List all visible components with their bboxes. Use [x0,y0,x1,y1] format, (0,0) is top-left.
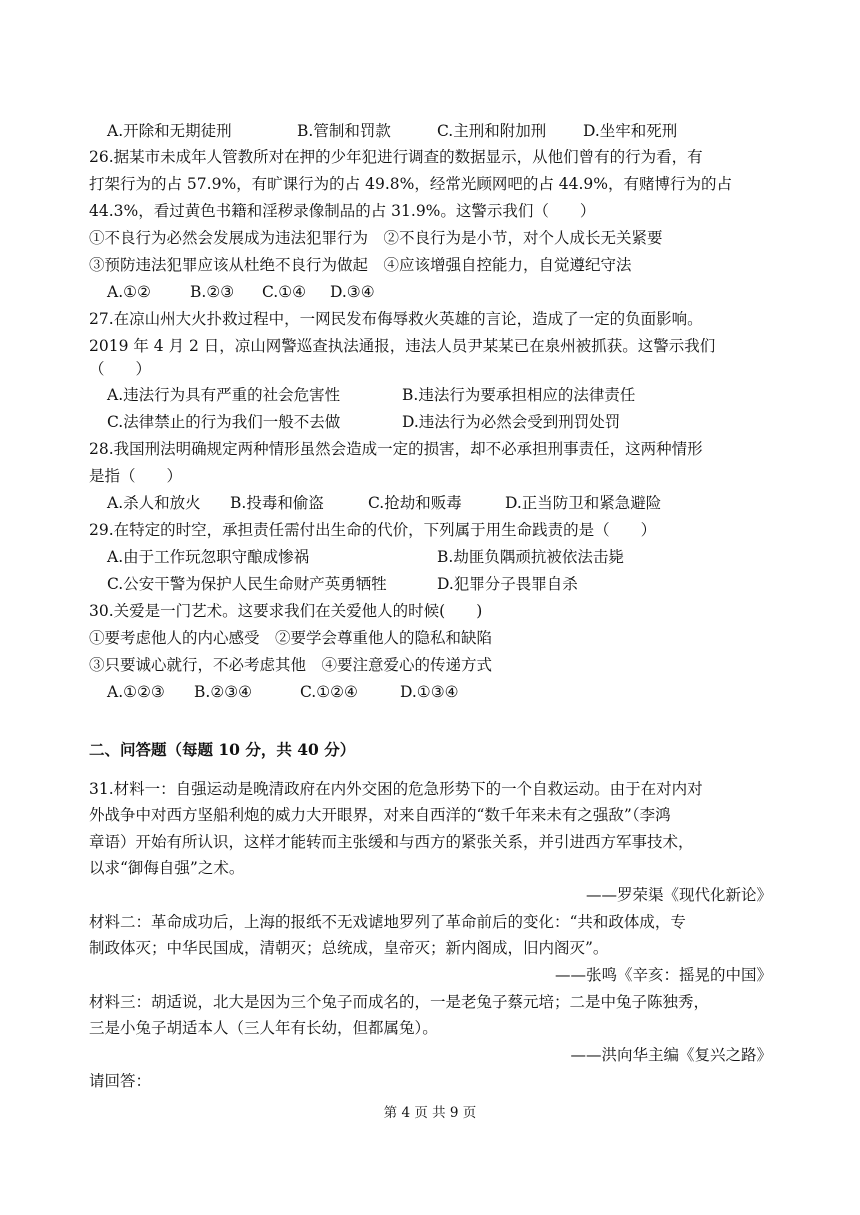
q27-option-b: B.违法行为要承担相应的法律责任 [402,386,636,404]
q29-option-b: B.劫匪负隅顽抗被依法击毙 [437,548,624,566]
q31-material-line: 制政体灭；中华民国成，清朝灭；总统成，皇帝灭；新内阁成，旧内阁灭”。 [89,939,609,957]
q31-material-line: 外战争中对西方坚船利炮的威力大开眼界，对来自西洋的“数千年来未有之强敌”（李鸿 [89,806,671,824]
q26-stem-line: 26.据某市未成年人管教所对在押的少年犯进行调查的数据显示，从他们曾有的行为看，有 [89,148,703,166]
section-heading: 二、问答题（每题 10 分，共 40 分） [89,740,356,759]
q26-option-b: B.②③ [190,283,235,301]
q26-option-a: A.①② [107,283,151,301]
q27-option-a: A.违法行为具有严重的社会危害性 [107,386,341,404]
q25-option-a: A.开除和无期徒刑 [107,122,232,140]
q28-option-c: C.抢劫和贩毒 [368,494,462,512]
page-number: 第 4 页 共 9 页 [383,1105,477,1121]
q30-statement-line: ①要考虑他人的内心感受 ②要学会尊重他人的隐私和缺陷 [89,629,493,647]
q28-option-b: B.投毒和偷盗 [230,494,324,512]
q26-stem-line: 打架行为的占 57.9%，有旷课行为的占 49.8%，经常光顾网吧的占 44.9%，有赌博行为的占 [89,175,733,193]
q30-stem-line: 30.关爱是一门艺术。这要求我们在关爱他人的时候( ) [89,602,483,620]
q30-option-a: A.①②③ [107,683,165,701]
q29-option-d: D.犯罪分子畏罪自杀 [437,575,578,593]
q30-option-b: B.②③④ [194,683,253,701]
q25-option-c: C.主刑和附加刑 [437,122,547,140]
q31-material-line: 三是小兔子胡适本人（三人年有长幼，但都属兔）。 [89,1019,438,1037]
q31-material-line: 材料二：革命成功后，上海的报纸不无戏谑地罗列了革命前后的变化：“共和政体成，专 [89,913,686,931]
q31-material-line: 材料三：胡适说，北大是因为三个兔子而成名的，一是老兔子蔡元培；二是中兔子陈独秀， [89,993,710,1011]
q29-option-a: A.由于工作玩忽职守酿成惨祸 [107,548,310,566]
q28-stem-line: 是指（ ） [89,467,183,485]
q31-material-line: 章语）开始有所认识，这样才能转而主张缓和与西方的紧张关系，并引进西方军事技术， [89,833,694,851]
q28-option-d: D.正当防卫和紧急避险 [505,494,662,512]
q31-material-line: 31.材料一：自强运动是晚清政府在内外交困的危急形势下的一个自救运动。由于在对内对 [89,780,703,798]
q30-option-d: D.①③④ [400,683,459,701]
q31-source: ——张鸣《辛亥：摇晃的中国》 [554,966,772,984]
q27-stem-line: （ ） [89,360,152,378]
q31-source: ——洪向华主编《复兴之路》 [570,1046,772,1064]
q27-stem-line: 27.在凉山州大火扑救过程中，一网民发布侮辱救火英雄的言论，造成了一定的负面影响。 [89,310,703,328]
q26-option-d: D.③④ [330,283,375,301]
q25-option-b: B.管制和罚款 [297,122,391,140]
q31-source: ——罗荣渠《现代化新论》 [585,886,772,904]
q26-statement-line: ③预防违法犯罪应该从杜绝不良行为做起 ④应该增强自控能力，自觉遵纪守法 [89,256,632,274]
q27-option-d: D.违法行为必然会受到刑罚处罚 [402,413,621,431]
q26-statement-line: ①不良行为必然会发展成为违法犯罪行为 ②不良行为是小节，对个人成长无关紧要 [89,229,663,247]
q26-stem-line: 44.3%，看过黄色书籍和淫秽录像制品的占 31.9%。这警示我们（ ） [89,202,596,220]
q30-statement-line: ③只要诚心就行，不必考虑其他 ④要注意爱心的传递方式 [89,656,493,674]
q31-prompt: 请回答： [89,1072,152,1090]
q27-option-c: C.法律禁止的行为我们一般不去做 [107,413,341,431]
q29-option-c: C.公安干警为保护人民生命财产英勇牺牲 [107,575,387,593]
q29-stem-line: 29.在特定的时空，承担责任需付出生命的代价，下列属于用生命践责的是（ ） [89,521,657,539]
q30-option-c: C.①②④ [300,683,358,701]
q31-material-line: 以求“御侮自强”之术。 [89,859,245,877]
q28-stem-line: 28.我国刑法明确规定两种情形虽然会造成一定的损害，却不必承担刑事责任，这两种情形 [89,440,703,458]
q25-option-d: D.坐牢和死刑 [583,122,678,140]
q27-stem-line: 2019 年 4 月 2 日，凉山网警巡查执法通报，违法人员尹某某已在泉州被抓获。这警示我们 [89,337,716,355]
q28-option-a: A.杀人和放火 [107,494,201,512]
q26-option-c: C.①④ [262,283,307,301]
